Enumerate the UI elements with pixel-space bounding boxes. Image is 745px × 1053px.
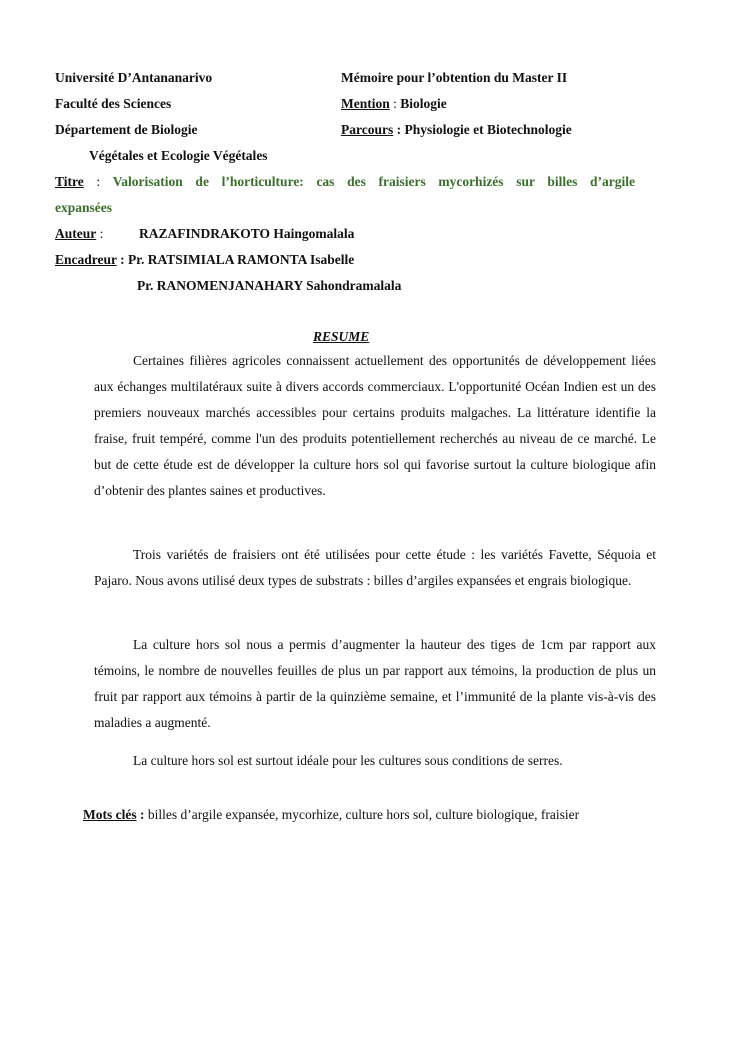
resume-paragraph-4: La culture hors sol est surtout idéale pour les cultures sous conditions de serres. (133, 753, 563, 768)
encadreur-second: Pr. RANOMENJANAHARY Sahondramalala (137, 278, 402, 293)
titre-separator: : (83, 174, 113, 189)
auteur-separator: : (96, 226, 104, 241)
mention-label: Mention (341, 96, 390, 111)
keywords-separator: : (136, 807, 148, 822)
encadreur-label: Encadreur (55, 252, 117, 267)
resume-paragraph-2: Trois variétés de fraisiers ont été utilisées pour cette étude : les variétés Favette, Séquoia et Pajaro. Nous avons utilisé deux types de substrats : billes d’argiles expansées et engrais biologique. (94, 547, 656, 588)
encadreur-line (55, 251, 354, 269)
mention-line (341, 95, 447, 113)
mention-separator: : (389, 96, 401, 111)
titre-line (55, 173, 635, 191)
auteur-value: RAZAFINDRAKOTO Haingomalala (139, 226, 355, 241)
keywords-line (83, 806, 579, 824)
titre-value: Valorisation de l’horticulture: cas des fraisiers mycorhizés sur billes d’argile (112, 174, 635, 189)
department-name-continued: Végétales et Ecologie Végétales (89, 148, 268, 163)
auteur-label: Auteur (55, 226, 97, 241)
keywords-value: billes d’argile expansée, mycorhize, culture hors sol, culture biologique, fraisier (147, 807, 580, 822)
parcours-label: Parcours (341, 122, 394, 137)
parcours-separator: : (393, 122, 405, 137)
parcours-line (341, 121, 572, 139)
encadreur-first: Pr. RATSIMIALA RAMONTA Isabelle (128, 252, 355, 267)
resume-heading: RESUME (313, 329, 370, 344)
encadreur-separator: : (116, 252, 129, 267)
titre-label: Titre (55, 174, 84, 189)
resume-body (94, 348, 656, 504)
titre-value-continued: expansées (55, 200, 112, 215)
resume-paragraph-3: La culture hors sol nous a permis d’augmenter la hauteur des tiges de 1cm par rapport aux témoins, le nombre de nouvelles feuilles de plus un par rapport aux témoins, la production de plus un fruit par rapport aux témoins à partir de la quinzième semaine, et l’immunité de la plante vis-à-vis des maladies a augmenté. (94, 637, 656, 730)
university-name: Université D’Antananarivo (55, 70, 213, 85)
keywords-label: Mots clés (83, 807, 137, 822)
resume-paragraph-1: Certaines filières agricoles connaissent actuellement des opportunités de développement liées aux échanges multilatéraux suite à divers accords commerciaux. L'opportunité Océan Indien est un des premiers nouveaux marchés accessibles pour certains produits malgaches. La littérature identifie la fraise, fruit tempéré, comme l'un des produits potentiellement recherchés au niveau de ce marché. Le but de cette étude est de développer la culture hors sol qui favorise surtout la culture biologique afin d’obtenir des plantes saines et productives. (94, 353, 656, 498)
memoire-title: Mémoire pour l’obtention du Master II (341, 70, 568, 85)
auteur-line (55, 225, 103, 243)
resume-body-3 (94, 632, 656, 736)
mention-value: Biologie (400, 96, 447, 111)
faculty-name: Faculté des Sciences (55, 96, 172, 111)
department-name: Département de Biologie (55, 122, 198, 137)
parcours-value: Physiologie et Biotechnologie (404, 122, 572, 137)
resume-body-2 (94, 542, 656, 594)
resume-body-4 (94, 748, 656, 774)
